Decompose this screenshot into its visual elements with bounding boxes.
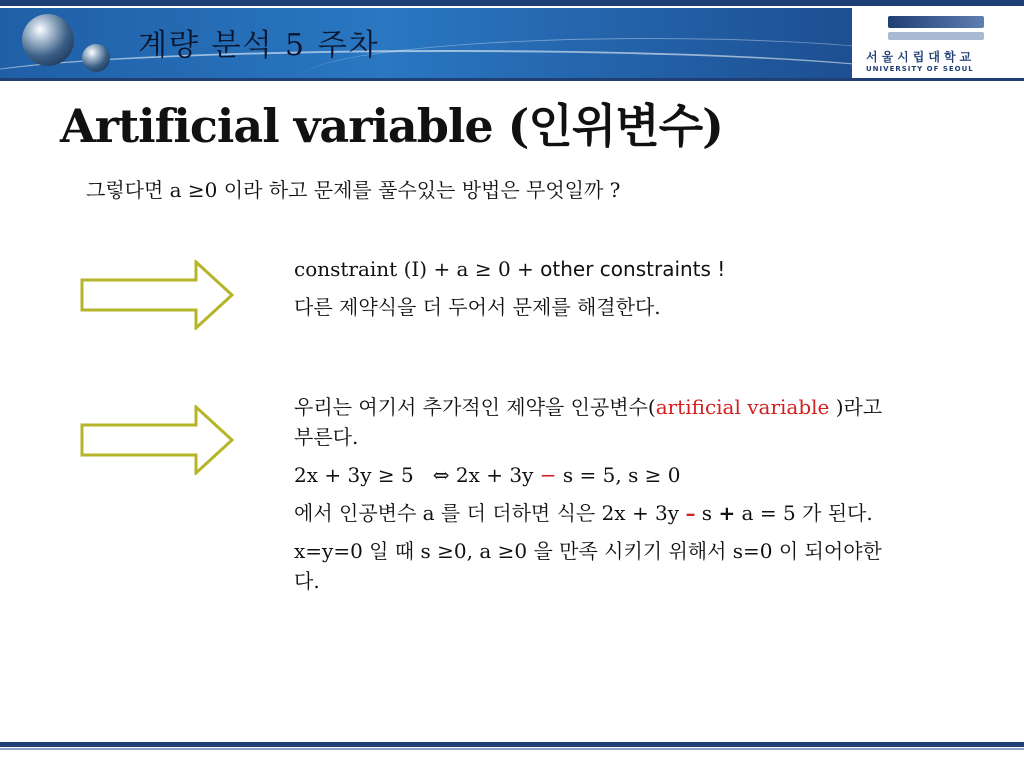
equation-left: 2x + 3y ≥ 5 bbox=[294, 463, 414, 487]
equation-line bbox=[294, 460, 904, 490]
other-constraints-text: other constraints ! bbox=[540, 257, 726, 281]
top-border bbox=[0, 0, 1024, 6]
globe-icon bbox=[22, 14, 74, 66]
right-arrow-icon bbox=[78, 260, 236, 330]
deck-title: 계량 분석 5 주차 bbox=[138, 28, 380, 63]
globe-icon bbox=[82, 44, 110, 72]
artificial-variable-block bbox=[294, 392, 904, 604]
conclusion-paragraph: x=y=0 일 때 s ≥0, a ≥0 을 만족 시키기 위해서 s=0 이 되어야한다. bbox=[294, 539, 882, 593]
augmented-plus: + bbox=[718, 501, 736, 525]
constraint-explanation: 다른 제약식을 더 두어서 문제를 해결한다. bbox=[294, 295, 661, 319]
definition-after: )라고 부른다. bbox=[294, 395, 883, 449]
logo-mark-bar bbox=[888, 16, 984, 28]
augmented-before: 에서 인공변수 a 를 더 더하면 식은 2x + 3y bbox=[294, 501, 686, 525]
header-divider bbox=[0, 78, 1024, 81]
augmented-minus: – bbox=[685, 501, 696, 525]
augmented-after: a = 5 가 된다. bbox=[735, 501, 873, 525]
university-logo bbox=[852, 8, 1024, 78]
constraint-block bbox=[294, 254, 904, 330]
equation-mid: 2x + 3y bbox=[449, 463, 540, 487]
slide-title: Artificial variable (인위변수) bbox=[60, 99, 723, 153]
right-arrow-icon bbox=[78, 405, 236, 475]
banner-swoosh-2 bbox=[300, 38, 852, 78]
constraint-line bbox=[294, 254, 904, 284]
logo-korean-text: 서울시립대학교 bbox=[866, 50, 976, 64]
header-banner bbox=[0, 8, 852, 78]
logo-english-text: UNIVERSITY OF SEOUL bbox=[866, 65, 974, 73]
definition-before: 우리는 여기서 추가적인 제약을 인공변수( bbox=[294, 395, 656, 419]
definition-paragraph bbox=[294, 392, 904, 452]
logo-mark-bar bbox=[888, 32, 984, 40]
artificial-variable-term: artificial variable bbox=[655, 395, 830, 419]
footer-border bbox=[0, 742, 1024, 747]
augmented-s: s bbox=[695, 501, 719, 525]
constraint-text: constraint (I) + a ≥ 0 + bbox=[294, 257, 541, 281]
footer-border-accent bbox=[0, 748, 1024, 750]
equation-right: s = 5, s ≥ 0 bbox=[556, 463, 681, 487]
intro-question: 그렇다면 a ≥0 이라 하고 문제를 풀수있는 방법은 무엇일까 ? bbox=[86, 178, 621, 202]
augmented-equation-paragraph bbox=[294, 498, 904, 528]
iff-symbol: ⇔ bbox=[432, 463, 450, 487]
equation-minus: − bbox=[539, 463, 557, 487]
